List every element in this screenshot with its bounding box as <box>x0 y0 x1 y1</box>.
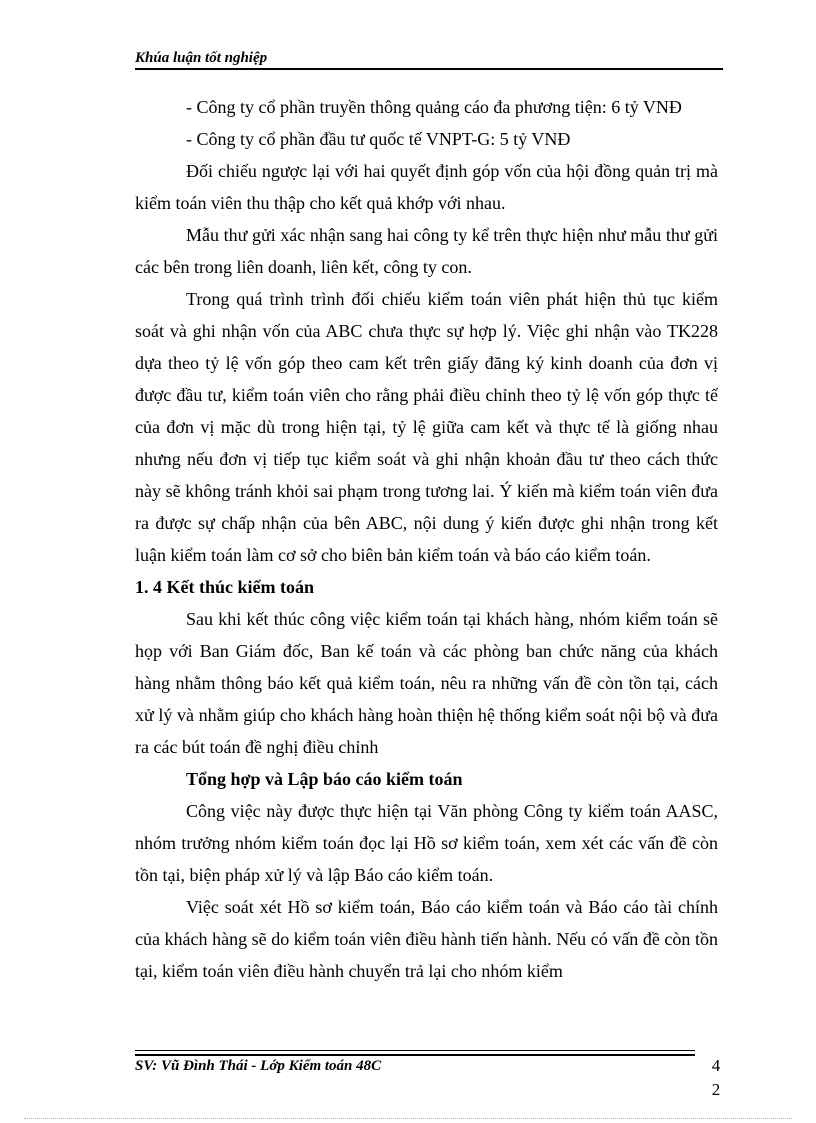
footer-rule-bottom <box>135 1054 695 1056</box>
page-number <box>706 1054 726 1102</box>
document-body <box>135 91 718 987</box>
header-rule <box>135 68 723 70</box>
paragraph-reconciliation: Đối chiếu ngược lại với hai quyết định góp vốn của hội đồng quản trị mà kiểm toán viên thu thập cho kết quả khớp với nhau. <box>135 161 718 213</box>
paragraph-report-preparation: Công việc này được thực hiện tại Văn phòng Công ty kiểm toán AASC, nhóm trưởng nhóm kiểm toán đọc lại Hồ sơ kiểm toán, xem xét các vấn đề còn tồn tại, biện pháp xử lý và lập Báo cáo kiểm toán. <box>135 801 718 885</box>
page-bottom-dotted-rule <box>24 1118 792 1119</box>
paragraph-confirmation-letter: Mẫu thư gửi xác nhận sang hai công ty kể trên thực hiện như mẫu thư gửi các bên trong liên doanh, liên kết, công ty con. <box>135 225 718 277</box>
paragraph-closing-meeting: Sau khi kết thúc công việc kiểm toán tại khách hàng, nhóm kiểm toán sẽ họp với Ban Giám đốc, Ban kế toán và các phòng ban chức năng của khách hàng nhằm thông báo kết quả kiểm toán, nêu ra những vấn đề còn tồn tại, cách xử lý và nhằm giúp cho khách hàng hoàn thiện hệ thống kiểm soát nội bộ và đưa ra các bút toán đề nghị điều chỉnh <box>135 609 718 757</box>
paragraph-findings: Trong quá trình trình đối chiếu kiểm toán viên phát hiện thủ tục kiểm soát và ghi nhận vốn của ABC chưa thực sự hợp lý. Việc ghi nhận vào TK228 dựa theo tỷ lệ vốn góp theo cam kết trên giấy đăng ký kinh doanh của đơn vị được đầu tư, kiểm toán viên cho rằng phải điều chỉnh theo tỷ lệ vốn góp thực tế của đơn vị mặc dù trong hiện tại, tỷ lệ giữa cam kết và thực tế là giống nhau nhưng nếu đơn vị tiếp tục kiểm soát và ghi nhận khoản đầu tư theo cách thức này sẽ không tránh khỏi sai phạm trong tương lai. Ý kiến mà kiểm toán viên đưa ra được sự chấp nhận của bên ABC, nội dung ý kiến được ghi nhận trong kết luận kiểm toán làm cơ sở cho biên bản kiểm toán và báo cáo kiểm toán. <box>135 289 718 565</box>
footer-rule-top <box>135 1050 695 1051</box>
subsection-heading: Tổng hợp và Lập báo cáo kiểm toán <box>186 769 463 789</box>
bullet-item-2: - Công ty cổ phần đầu tư quốc tế VNPT-G: 5 tỷ VNĐ <box>186 129 571 149</box>
section-heading: 1. 4 Kết thúc kiểm toán <box>135 577 314 597</box>
page-number-digit-1: 4 <box>711 1056 721 1075</box>
paragraph-review: Việc soát xét Hồ sơ kiểm toán, Báo cáo kiểm toán và Báo cáo tài chính của khách hàng sẽ do kiểm toán viên điều hành tiến hành. Nếu có vấn đề còn tồn tại, kiểm toán viên điều hành chuyển trả lại cho nhóm kiểm <box>135 897 718 981</box>
running-header: Khúa luận tốt nghiệp <box>135 50 268 66</box>
bullet-item-1: - Công ty cổ phần truyền thông quảng cáo đa phương tiện: 6 tỷ VNĐ <box>186 97 682 117</box>
footer-author: SV: Vũ Đình Thái - Lớp Kiểm toán 48C <box>135 1058 382 1074</box>
page-number-digit-2: 2 <box>711 1080 721 1099</box>
